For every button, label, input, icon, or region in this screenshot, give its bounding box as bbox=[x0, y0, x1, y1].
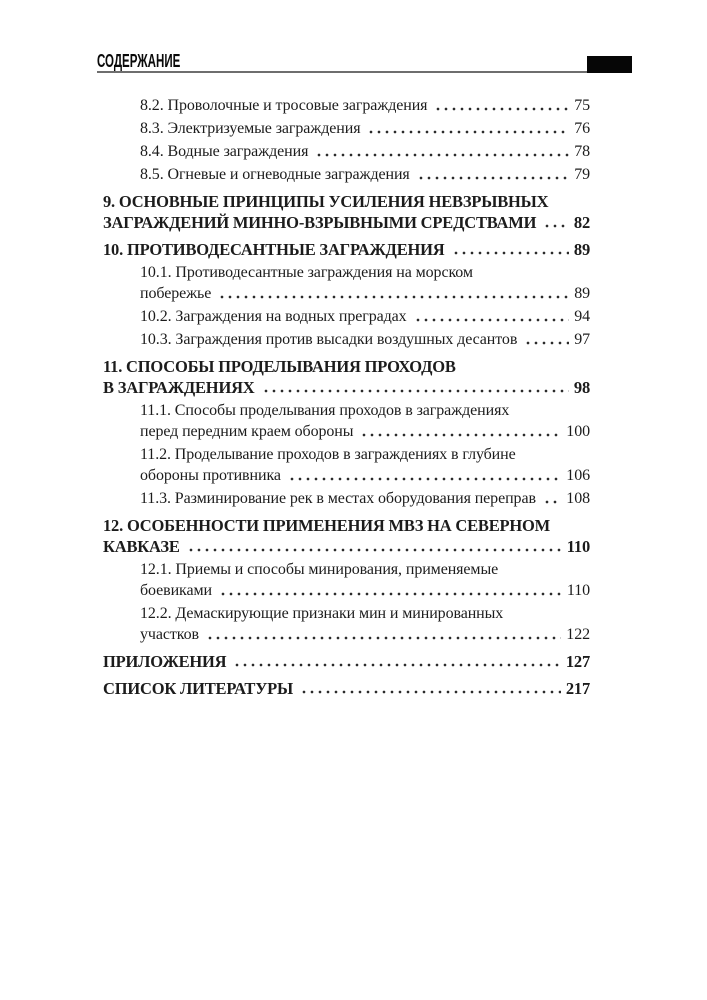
toc-entry bbox=[97, 515, 590, 557]
page-number: 100 bbox=[566, 423, 590, 440]
toc-entry-text: боевиками bbox=[140, 582, 212, 599]
page-number: 79 bbox=[574, 166, 590, 183]
toc-entry-text: 8.3. Электризуемые заграждения bbox=[140, 120, 361, 137]
toc-entry bbox=[97, 262, 590, 304]
toc-entry-line bbox=[97, 141, 590, 162]
dot-leader bbox=[206, 624, 561, 645]
toc-entry-line bbox=[97, 651, 590, 672]
page-number: 78 bbox=[574, 143, 590, 160]
toc-entry-text: 8.4. Водные заграждения bbox=[140, 143, 309, 160]
toc-entry-text: 8.2. Проволочные и тросовые заграждения bbox=[140, 97, 428, 114]
toc-entry-line bbox=[97, 488, 590, 509]
page-number: 76 bbox=[574, 120, 590, 137]
page-number: 217 bbox=[565, 679, 590, 698]
page-number: 110 bbox=[566, 582, 590, 599]
toc-entry-text: побережье bbox=[140, 285, 212, 302]
toc-entry-text: обороны противника bbox=[140, 467, 281, 484]
page-number: 82 bbox=[573, 213, 590, 232]
page-number: 75 bbox=[574, 97, 590, 114]
toc-entry-line bbox=[97, 356, 590, 377]
toc-entry bbox=[97, 164, 590, 185]
dot-leader bbox=[219, 580, 562, 601]
toc-entry-text: ПРИЛОЖЕНИЯ bbox=[103, 652, 227, 671]
page-number: 89 bbox=[574, 285, 590, 302]
toc-entry bbox=[97, 95, 590, 116]
page-number: 108 bbox=[566, 490, 590, 507]
page-header bbox=[97, 52, 632, 73]
dot-leader bbox=[233, 651, 560, 672]
dot-leader bbox=[543, 488, 561, 509]
toc-entry-text: ЗАГРАЖДЕНИЙ МИННО-ВЗРЫВНЫМИ СРЕДСТВАМИ bbox=[103, 213, 537, 232]
toc-entry-text: 11.2. Проделывание проходов в заграждениях в глубине bbox=[140, 446, 516, 463]
toc-entry-text: 10. ПРОТИВОДЕСАНТНЫЕ ЗАГРАЖДЕНИЯ bbox=[103, 240, 445, 259]
toc-entry-line bbox=[97, 283, 590, 304]
dot-leader bbox=[315, 141, 569, 162]
toc-entry-line bbox=[97, 262, 590, 283]
toc-entry-line bbox=[97, 377, 590, 398]
toc-entry-line bbox=[97, 212, 590, 233]
dot-leader bbox=[367, 118, 569, 139]
toc-entry-line bbox=[97, 329, 590, 350]
toc-entry-text: 11. СПОСОБЫ ПРОДЕЛЫВАНИЯ ПРОХОДОВ bbox=[103, 357, 456, 376]
toc-entry-text: перед передним краем обороны bbox=[140, 423, 354, 440]
toc-entry bbox=[97, 356, 590, 398]
page-number: 122 bbox=[566, 626, 590, 643]
page-number: 98 bbox=[573, 378, 590, 397]
toc-entry-text: КАВКАЗЕ bbox=[103, 537, 180, 556]
toc-entry-line bbox=[97, 536, 590, 557]
toc-entry-text: СПИСОК ЛИТЕРАТУРЫ bbox=[103, 679, 293, 698]
dot-leader bbox=[218, 283, 569, 304]
page-number: 110 bbox=[566, 537, 590, 556]
toc-entry-line bbox=[97, 191, 590, 212]
dot-leader bbox=[434, 95, 569, 116]
page-number: 127 bbox=[565, 652, 590, 671]
dot-leader bbox=[524, 329, 569, 350]
page-header-title: СОДЕРЖАНИЕ bbox=[97, 51, 181, 71]
toc-entry-line bbox=[97, 400, 590, 421]
toc-entry-line bbox=[97, 559, 590, 580]
dot-leader bbox=[543, 212, 569, 233]
toc-entry-text: 10.2. Заграждения на водных преградах bbox=[140, 308, 407, 325]
toc-entry-line bbox=[97, 118, 590, 139]
toc-entry-text: 11.1. Способы проделывания проходов в заграждениях bbox=[140, 402, 510, 419]
dot-leader bbox=[187, 536, 562, 557]
toc-entry bbox=[97, 191, 590, 233]
toc-entry bbox=[97, 444, 590, 486]
toc-entry-line bbox=[97, 421, 590, 442]
dot-leader bbox=[417, 164, 570, 185]
toc-entry-text: 12.1. Приемы и способы минирования, применяемые bbox=[140, 561, 499, 578]
toc-entry-line bbox=[97, 164, 590, 185]
toc-entry-line bbox=[97, 444, 590, 465]
toc-entry-text: 10.3. Заграждения против высадки воздушных десантов bbox=[140, 331, 518, 348]
toc-entry-text: 8.5. Огневые и огневодные заграждения bbox=[140, 166, 410, 183]
toc-entry-line bbox=[97, 95, 590, 116]
toc-entry-text: 9. ОСНОВНЫЕ ПРИНЦИПЫ УСИЛЕНИЯ НЕВЗРЫВНЫХ bbox=[103, 192, 549, 211]
dot-leader bbox=[452, 239, 569, 260]
toc-entry bbox=[97, 306, 590, 327]
dot-leader bbox=[300, 678, 561, 699]
toc-entry-text: 12. ОСОБЕННОСТИ ПРИМЕНЕНИЯ МВЗ НА СЕВЕРНОМ bbox=[103, 516, 551, 535]
header-rule bbox=[97, 71, 632, 73]
toc-entry bbox=[97, 651, 590, 672]
toc-entry-line bbox=[97, 678, 590, 699]
toc-entry bbox=[97, 603, 590, 645]
toc-entry-line bbox=[97, 306, 590, 327]
toc-entry-line bbox=[97, 465, 590, 486]
page-number: 106 bbox=[566, 467, 590, 484]
header-corner-box bbox=[587, 56, 632, 73]
toc-entry bbox=[97, 141, 590, 162]
toc-entry bbox=[97, 488, 590, 509]
toc-entry-line bbox=[97, 580, 590, 601]
toc-entry bbox=[97, 400, 590, 442]
toc-entry bbox=[97, 559, 590, 601]
toc-entry bbox=[97, 678, 590, 699]
dot-leader bbox=[414, 306, 570, 327]
toc-entry bbox=[97, 239, 590, 260]
page-number: 94 bbox=[574, 308, 590, 325]
toc-entry-text: 11.3. Разминирование рек в местах оборудования переправ bbox=[140, 490, 536, 507]
toc-entry-text: 10.1. Противодесантные заграждения на морском bbox=[140, 264, 473, 281]
dot-leader bbox=[288, 465, 561, 486]
toc-entry-text: участков bbox=[140, 626, 199, 643]
toc-entry-text: В ЗАГРАЖДЕНИЯХ bbox=[103, 378, 255, 397]
toc-entry-line bbox=[97, 515, 590, 536]
toc-entry bbox=[97, 118, 590, 139]
page-number: 89 bbox=[573, 240, 590, 259]
dot-leader bbox=[360, 421, 561, 442]
dot-leader bbox=[262, 377, 569, 398]
toc-entry bbox=[97, 329, 590, 350]
toc-entry-line bbox=[97, 624, 590, 645]
toc-entry-line bbox=[97, 603, 590, 624]
table-of-contents bbox=[97, 93, 590, 699]
page-number: 97 bbox=[574, 331, 590, 348]
toc-entry-line bbox=[97, 239, 590, 260]
toc-entry-text: 12.2. Демаскирующие признаки мин и минированных bbox=[140, 605, 504, 622]
